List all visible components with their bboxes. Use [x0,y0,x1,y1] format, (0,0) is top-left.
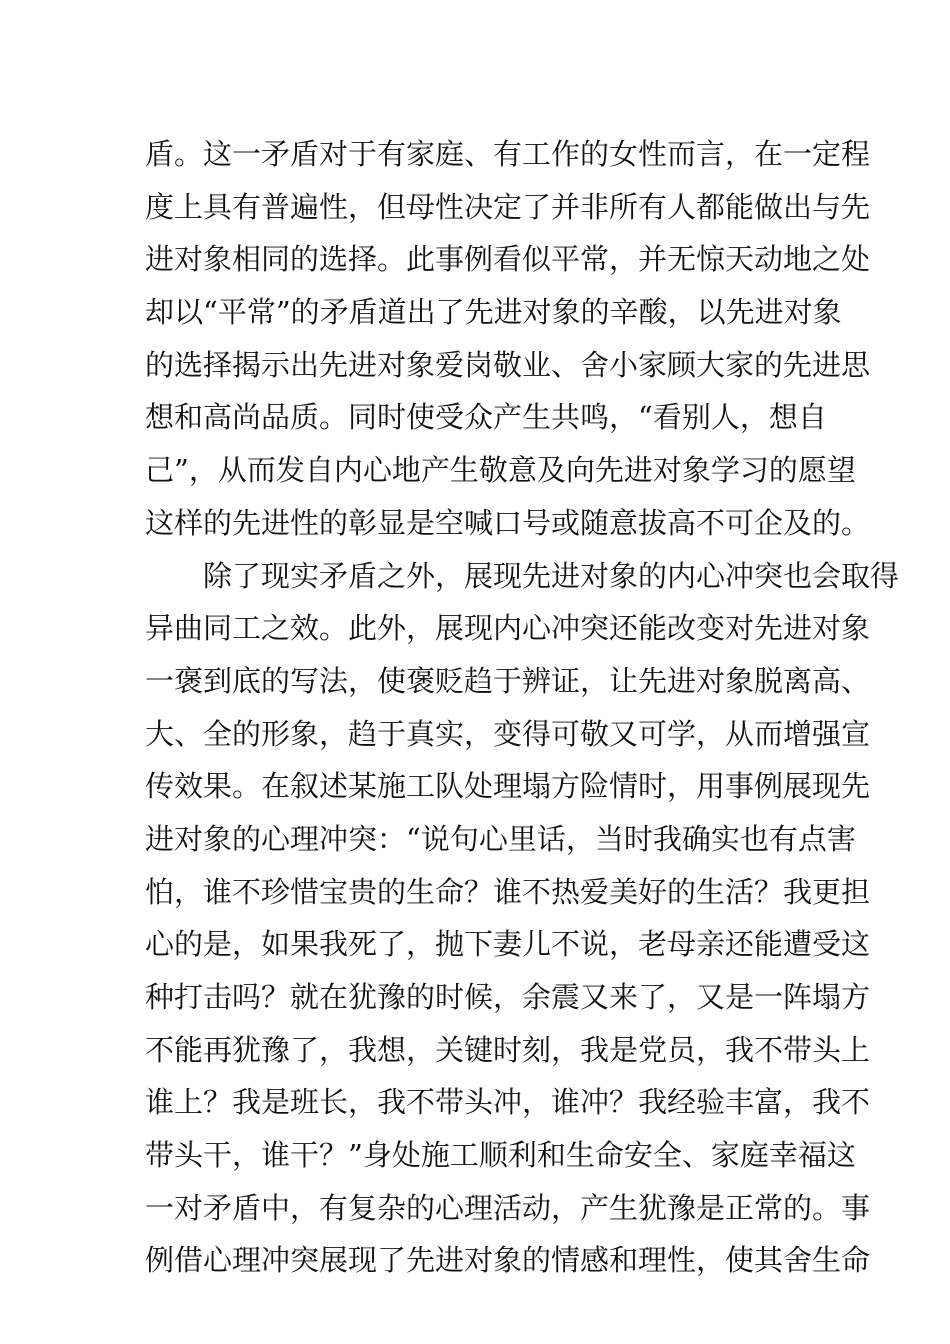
text-line-8: 这样的先进性的彰显是空喊口号或随意拔高不可企及的。 [145,505,871,540]
text-line-2: 度上具有普遍性，但母性决定了并非所有人都能做出与先 [145,189,871,224]
text-line-14: 进对象的心理冲突：“说句心里话，当时我确实也有点害 [145,821,856,856]
text-line-3: 进对象相同的选择。此事例看似平常，并无惊天动地之处 [145,242,871,277]
text-line-15: 怕，谁不珍惜宝贵的生命？谁不热爱美好的生活？我更担 [145,874,871,909]
text-line-17: 种打击吗？就在犹豫的时候，余震又来了，又是一阵塌方 [145,980,871,1014]
text-line-9: 除了现实矛盾之外，展现先进对象的内心冲突也会取得 [145,558,900,593]
text-line-18: 不能再犹豫了，我想，关键时刻，我是党员，我不带头上 [145,1032,871,1067]
text-line-5: 的选择揭示出先进对象爱岗敬业、舍小家顾大家的先进思 [145,347,871,382]
text-line-16: 心的是，如果我死了，抛下妻儿不说，老母亲还能遭受这 [145,927,871,962]
text-line-7: 己”，从而发自内心地产生敬意及向先进对象学习的愿望 [145,453,856,488]
text-line-11: 一褒到底的写法，使褒贬趋于辨证，让先进对象脱离高、 [145,663,871,698]
text-line-13: 传效果。在叙述某施工队处理塌方险情时，用事例展现先 [145,769,871,804]
text-line-12: 大、全的形象，趋于真实，变得可敬又可学，从而增强宣 [145,716,871,751]
text-line-19: 谁上？我是班长，我不带头冲，谁冲？我经验丰富，我不 [145,1085,871,1120]
text-line-6: 想和高尚品质。同时使受众产生共鸣，“看别人，想自 [145,400,827,435]
text-line-4: 却以“平常”的矛盾道出了先进对象的辛酸，以先进对象 [145,295,842,330]
body-text [145,128,900,1287]
text-line-21: 一对矛盾中，有复杂的心理活动，产生犹豫是正常的。事 [145,1190,871,1225]
text-line-10: 异曲同工之效。此外，展现内心冲突还能改变对先进对象 [145,611,871,646]
text-line-20: 带头干，谁干？”身处施工顺利和生命安全、家庭幸福这 [145,1138,856,1173]
text-line-1: 盾。这一矛盾对于有家庭、有工作的女性而言，在一定程 [145,137,871,171]
text-line-22: 例借心理冲突展现了先进对象的情感和理性，使其舍生命 [145,1243,871,1278]
